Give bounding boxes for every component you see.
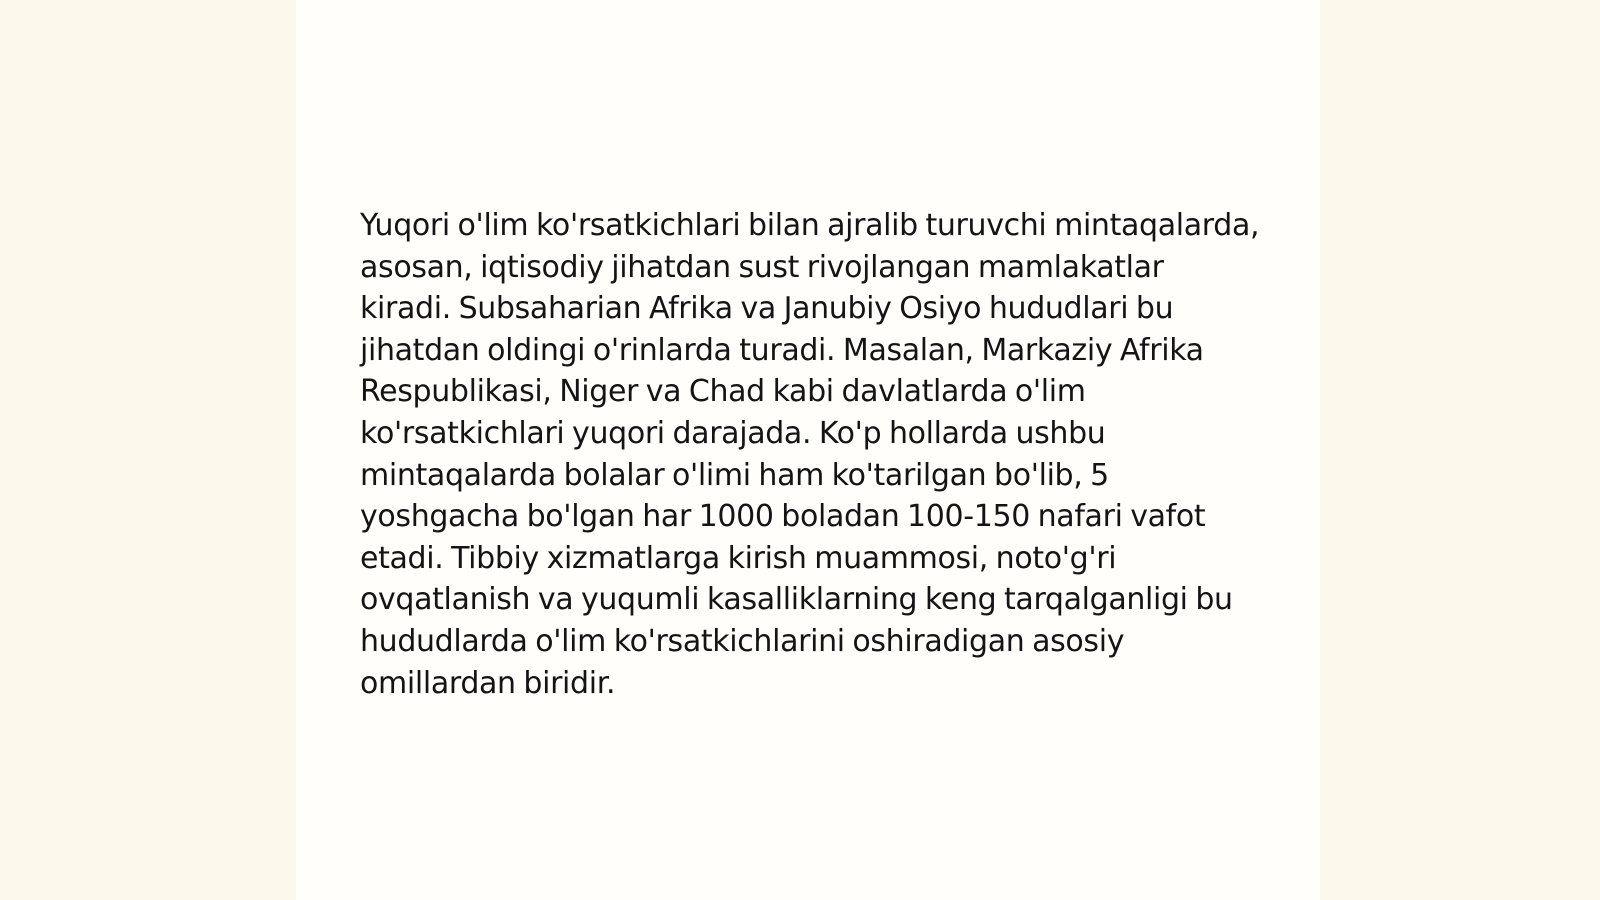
document-page — [296, 0, 1320, 900]
body-paragraph: Yuqori o'lim ko'rsatkichlari bilan ajralib turuvchi mintaqalarda, asosan, iqtisodiy jihatdan sust rivojlangan mamlakatlar kiradi. Subsaharian Afrika va Janubiy Osiyo hududlari bu jihatdan oldingi o'rinlarda turadi. Masalan, Markaziy Afrika Respublikasi, Niger va Chad kabi davlatlarda o'lim ko'rsatkichlari yuqori darajada. Ko'p hollarda ushbu mintaqalarda bolalar o'limi ham ko'tarilgan bo'lib, 5 yoshgacha bo'lgan har 1000 boladan 100-150 nafari vafot etadi. Tibbiy xizmatlarga kirish muammosi, noto'g'ri ovqatlanish va yuqumli kasalliklarning keng tarqalganligi bu hududlarda o'lim ko'rsatkichlarini oshiradigan asosiy omillardan biridir. — [360, 208, 1260, 701]
